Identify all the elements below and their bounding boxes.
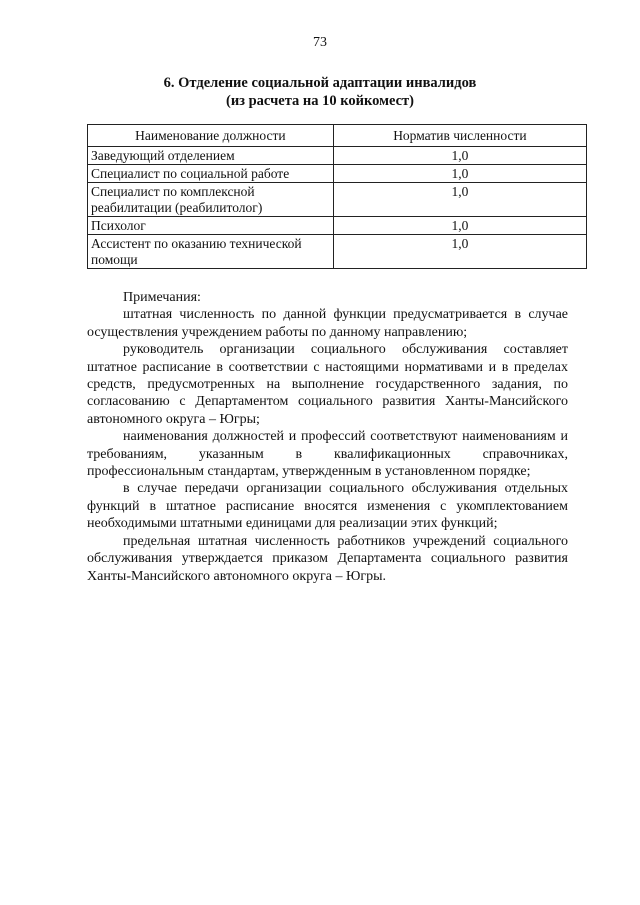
- note-paragraph: наименования должностей и профессий соответствуют наименованиям и требованиям, указанным в квалификационных справочниках, профессиональным стандартам, утвержденным в установленном порядке;: [87, 429, 568, 480]
- table-row: [88, 165, 587, 183]
- column-header-position: Наименование должности: [88, 125, 334, 147]
- table-header-row: [88, 125, 587, 147]
- norm-cell: 1,0: [333, 217, 586, 235]
- table-row: [88, 217, 587, 235]
- table-row: [88, 147, 587, 165]
- position-cell: Психолог: [88, 217, 334, 235]
- note-paragraph: в случае передачи организации социального обслуживания отдельных функций в штатное расписание вносятся изменения с укомплектованием необходимыми штатными единицами для реализации этих функций;: [87, 481, 568, 532]
- table-row: [88, 235, 587, 269]
- note-paragraph: штатная численность по данной функции предусматривается в случае осуществления учреждением работы по данному направлению;: [87, 307, 568, 340]
- table-row: [88, 183, 587, 217]
- section-title: 6. Отделение социальной адаптации инвалидов: [163, 75, 477, 91]
- norm-cell: 1,0: [333, 235, 586, 269]
- column-header-norm: Норматив численности: [333, 125, 586, 147]
- norm-cell: 1,0: [333, 165, 586, 183]
- section-heading: [0, 74, 640, 110]
- section-subtitle: (из расчета на 10 койкомест): [225, 93, 415, 109]
- page-number: 73: [313, 35, 327, 50]
- norm-cell: 1,0: [333, 183, 586, 217]
- staffing-table: [87, 124, 587, 269]
- position-cell: Специалист по социальной работе: [88, 165, 334, 183]
- notes-title: Примечания:: [123, 290, 201, 305]
- notes-section: [87, 289, 568, 585]
- position-cell: Специалист по комплексной реабилитации (реабилитолог): [88, 183, 334, 217]
- note-paragraph: руководитель организации социального обслуживания составляет штатное расписание в соответствии с настоящими нормативами и в пределах средств, предусмотренных на выполнение государственного задания, по согласованию с Департаментом социального развития Ханты-Мансийского автономного округа – Югры;: [87, 342, 568, 427]
- norm-cell: 1,0: [333, 147, 586, 165]
- position-cell: Ассистент по оказанию технической помощи: [88, 235, 334, 269]
- position-cell: Заведующий отделением: [88, 147, 334, 165]
- note-paragraph: предельная штатная численность работников учреждений социального обслуживания утверждается приказом Департамента социального развития Ханты-Мансийского автономного округа – Югры.: [87, 533, 568, 584]
